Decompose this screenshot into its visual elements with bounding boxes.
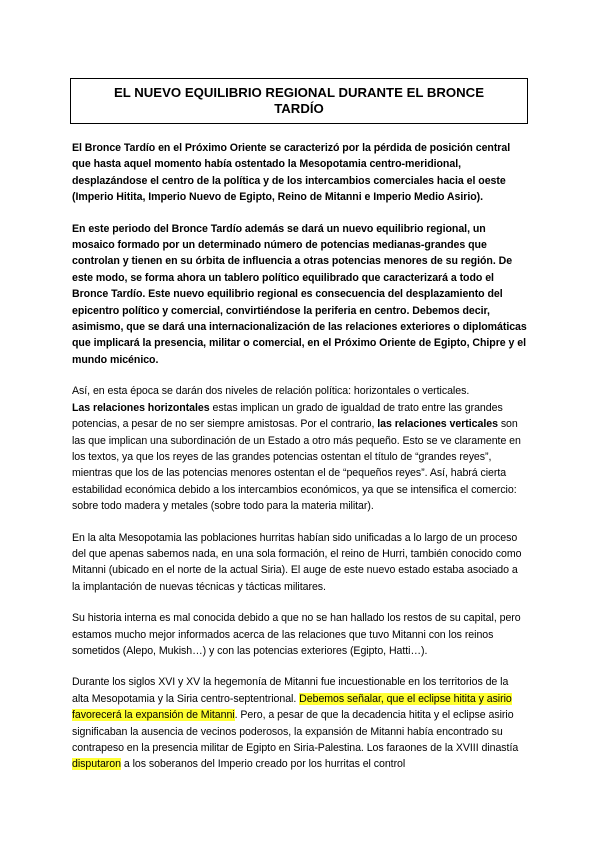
document-body xyxy=(72,140,528,788)
horizontal-relations-term: Las relaciones horizontales xyxy=(72,401,210,414)
paragraph-mitanni-hegemony xyxy=(72,674,528,772)
vertical-relations-term: las relaciones verticales xyxy=(377,418,498,431)
paragraph-mitanni-history: Su historia interna es mal conocida debido a que no se han hallado los restos de su capital, pero estamos mucho mejor informados acerca de las relaciones que tuvo Mitanni con los reinos sometidos (Alepo, Mukish…) y con las potencias exteriores (Egipto, Hatti…). xyxy=(72,612,521,657)
relations-text-1: estas implican un grado de igualdad de trato entre las grandes potencias, a pesar de no ser siempre amistosas. Por el contrario, xyxy=(72,401,503,431)
relations-text-2: son las que implican una subordinación de un Estado a otro más pequeño. Esto se ve claramente en los textos, ya que los reyes de las grandes potencias ostentan el título de “grandes reyes”, mientras que los de las potencias menores ostentan el de “pequeños reyes”. Así, habrá cierta estabilidad económica debido a los intercambios económicos, ya que se intensifica el comercio: sobre todo madera y metales (sobre todo para la materia militar). xyxy=(72,418,521,513)
document-title: EL NUEVO EQUILIBRIO REGIONAL DURANTE EL BRONCE TARDÍO xyxy=(70,78,528,124)
highlighted-disputaron: disputaron xyxy=(72,758,121,771)
paragraph-relations xyxy=(72,383,528,514)
paragraph-intro: El Bronce Tardío en el Próximo Oriente se caracterizó por la pérdida de posición central que hasta aquel momento había ostentado la Mesopotamia centro-meridional, desplazándose el centro de la política y de los intercambios comerciales hacia el oeste (Imperio Hitita, Imperio Nuevo de Egipto, Reino de Mitanni e Imperio Medio Asirio). xyxy=(72,142,511,204)
paragraph-mitanni-origin: En la alta Mesopotamia las poblaciones hurritas habían sido unificadas a lo largo de un proceso del que apenas sabemos nada, en una sola formación, el reino de Hurri, también conocido como Mitanni (ubicado en el norte de la actual Siria). El auge de este nuevo estado estaba asociado a la implantación de nuevas técnicas y tácticas militares. xyxy=(72,531,522,593)
hegemony-text-3: a los soberanos del Imperio creado por los hurritas el control xyxy=(120,758,406,771)
hegemony-text-1: Durante los siglos XVI y XV la hegemonía de Mitanni fue incuestionable en los territorios de la alta Mesopotamia y la Siria centro-septentrional. xyxy=(72,676,509,705)
relations-intro-text: Así, en esta época se darán dos niveles de relación política: horizontales o verticales. xyxy=(72,385,470,398)
paragraph-equilibrium: En este periodo del Bronce Tardío además se dará un nuevo equilibrio regional, un mosaico formado por un determinado número de potencias medianas-grandes que controlan y tienen en su órbita de influencia a otras potencias menores de su región. De este modo, se forma ahora un tablero político equilibrado que caracterizará a todo el Bronce Tardío. Este nuevo equilibrio regional es consecuencia del desplazamiento del epicentro político y comercial, convirtiéndose la periferia en centro. Debemos decir, asimismo, que se dará una internacionalización de las relaciones exteriores o diplomáticas que implicará la presencia, militar o comercial, en el Próximo Oriente de Egipto, Chipre y el mundo micénico. xyxy=(72,222,527,366)
hegemony-text-2: . Pero, a pesar de que la decadencia hitita y el eclipse asirio significaban la ausencia de vecinos poderosos, la expansión de Mitanni había encontrado su contrapeso en la presencia militar de Egipto en Siria-Palestina. Los faraones de la XVIII dinastía xyxy=(72,709,519,754)
highlighted-eclipse-sentence: Debemos señalar, que el eclipse hitita y asirio favorecerá la expansión de Mitanni xyxy=(72,692,512,722)
